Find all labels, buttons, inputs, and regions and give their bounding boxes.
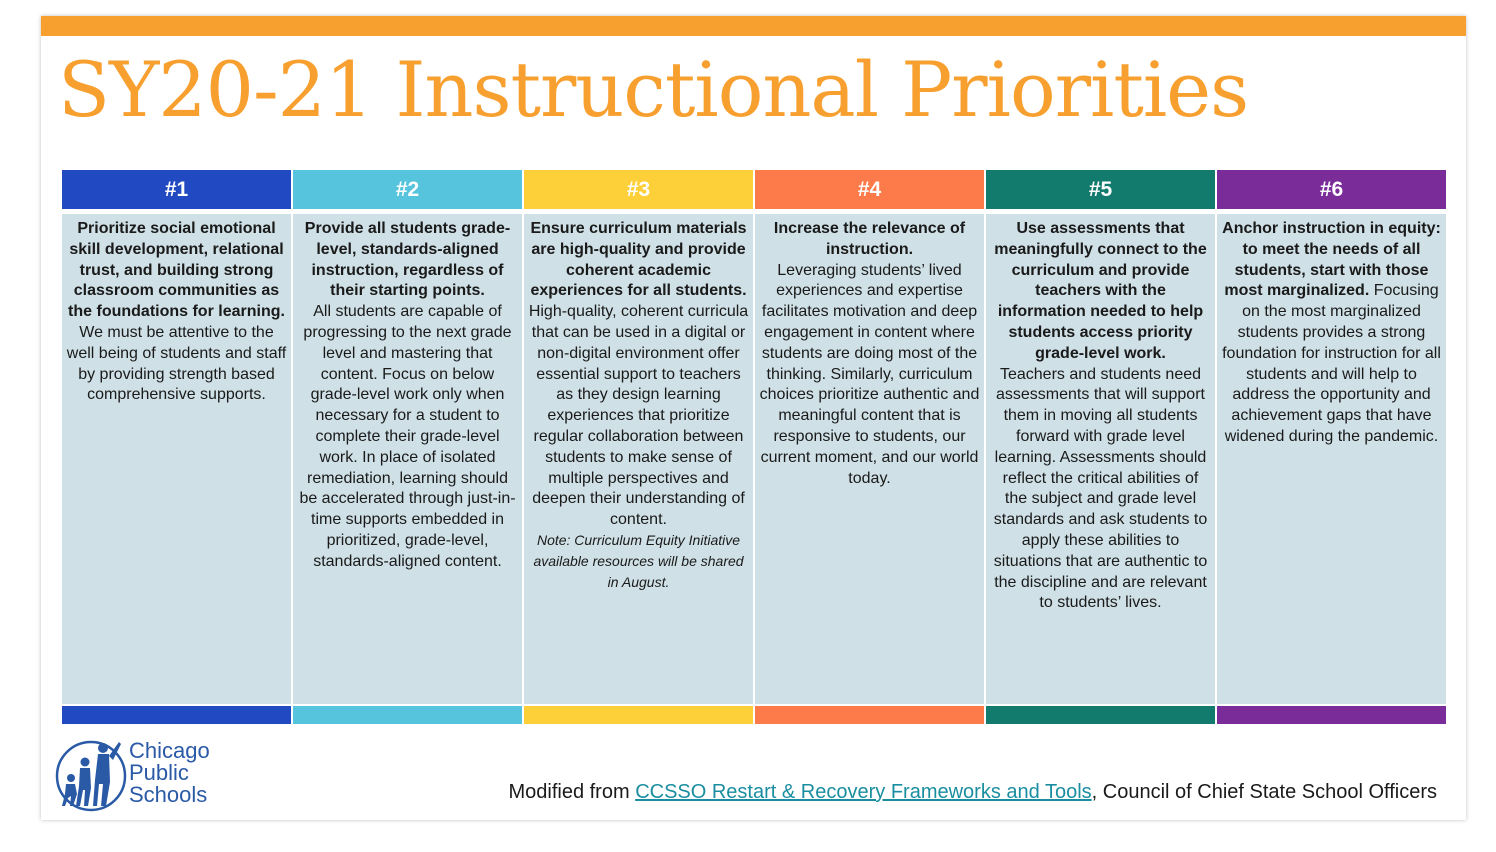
ccsso-frameworks-link[interactable]: CCSSO Restart & Recovery Frameworks and Tools [635, 781, 1092, 803]
cps-figures-icon [53, 736, 129, 812]
priority-number: #5 [986, 170, 1215, 209]
priority-footer-bar [62, 706, 291, 724]
priority-footer-bar [986, 706, 1215, 724]
priority-column-1 [62, 170, 291, 724]
priority-footer-bar [293, 706, 522, 724]
priority-column-5 [986, 170, 1215, 724]
priority-number: #2 [293, 170, 522, 209]
priority-lead: Use assessments that meaningfully connect to the curriculum and provide teachers with the information needed to help students access priority grade-level work. [994, 220, 1207, 362]
priority-lead: Increase the relevance of instruction. [773, 220, 966, 258]
priority-body: Leveraging students’ lived experiences and expertise facilitates motivation and deep engagement in content where students are doing most of the thinking. Similarly, curriculum choices prioritize authentic and meaningful content that is responsive to students, our current moment, and our world today. [759, 261, 980, 487]
priority-lead: Prioritize social emotional skill development, relational trust, and building strong classroom communities as the foundations for learning. [68, 220, 285, 321]
priority-body: All students are capable of progressing to the next grade level and mastering that content. Focus on below grade-level work only when necessary for a student to complete their grade-level work. In place of isolated remediation, learning should be accelerated through just-in-time supports embedded in prioritized, grade-level, standards-aligned content. [299, 303, 516, 570]
priority-column-3 [524, 170, 753, 724]
priority-column-2 [293, 170, 522, 724]
logo-line-1: Chicago [129, 738, 210, 763]
attribution-prefix: Modified from [508, 781, 636, 803]
attribution-footer [508, 781, 1437, 804]
priority-text [62, 214, 291, 704]
top-accent-bar [41, 16, 1466, 36]
priority-footer-bar [1217, 706, 1446, 724]
priority-footer-bar [524, 706, 753, 724]
priority-lead: Anchor instruction in equity: to meet the needs of all students, start with those most marginalized. [1222, 220, 1441, 300]
priority-body: Teachers and students need assessments that will support them in moving all students forward with grade level learning. Assessments should reflect the critical abilities of the subject and grade level standards and ask students to apply these abilities to situations that are authentic to the discipline and are relevant to students’ lives. [993, 365, 1208, 612]
priority-number: #1 [62, 170, 291, 209]
priority-note: Note: Curriculum Equity Initiative available resources will be shared in August. [533, 531, 744, 590]
page-title: SY20-21 Instructional Priorities [58, 45, 1249, 134]
priority-body: We must be attentive to the well being of students and staff by providing strength based comprehensive supports. [66, 323, 287, 404]
attribution-suffix: , Council of Chief State School Officers [1091, 781, 1437, 803]
cps-logo [53, 736, 233, 812]
priority-text [755, 214, 984, 704]
priority-text [524, 214, 753, 704]
priority-column-6 [1217, 170, 1446, 724]
priority-body: High-quality, coherent curricula that can be used in a digital or non-digital environment offer essential support to teachers as they design learning experiences that prioritize regular collaboration between students to make sense of multiple perspectives and deepen their understanding of content. [528, 303, 749, 529]
logo-wordmark [129, 740, 210, 806]
priority-text [293, 214, 522, 704]
priority-text [1217, 214, 1446, 704]
priority-footer-bar [755, 706, 984, 724]
priority-column-4 [755, 170, 984, 724]
priority-text [986, 214, 1215, 704]
priority-lead: Provide all students grade-level, standards-aligned instruction, regardless of their starting points. [304, 220, 511, 300]
priority-body: Focusing on the most marginalized students provides a strong foundation for instruction for all students and will help to address the opportunity and achievement gaps that have widened during the pandemic. [1222, 282, 1441, 445]
logo-line-3: Schools [129, 782, 208, 807]
priority-number: #3 [524, 170, 753, 209]
priority-number: #6 [1217, 170, 1446, 209]
priority-lead: Ensure curriculum materials are high-quality and provide coherent academic experiences for all students. [530, 220, 747, 300]
slide [41, 16, 1466, 820]
priority-number: #4 [755, 170, 984, 209]
logo-line-2: Public [129, 760, 189, 785]
priorities-grid [62, 170, 1447, 724]
